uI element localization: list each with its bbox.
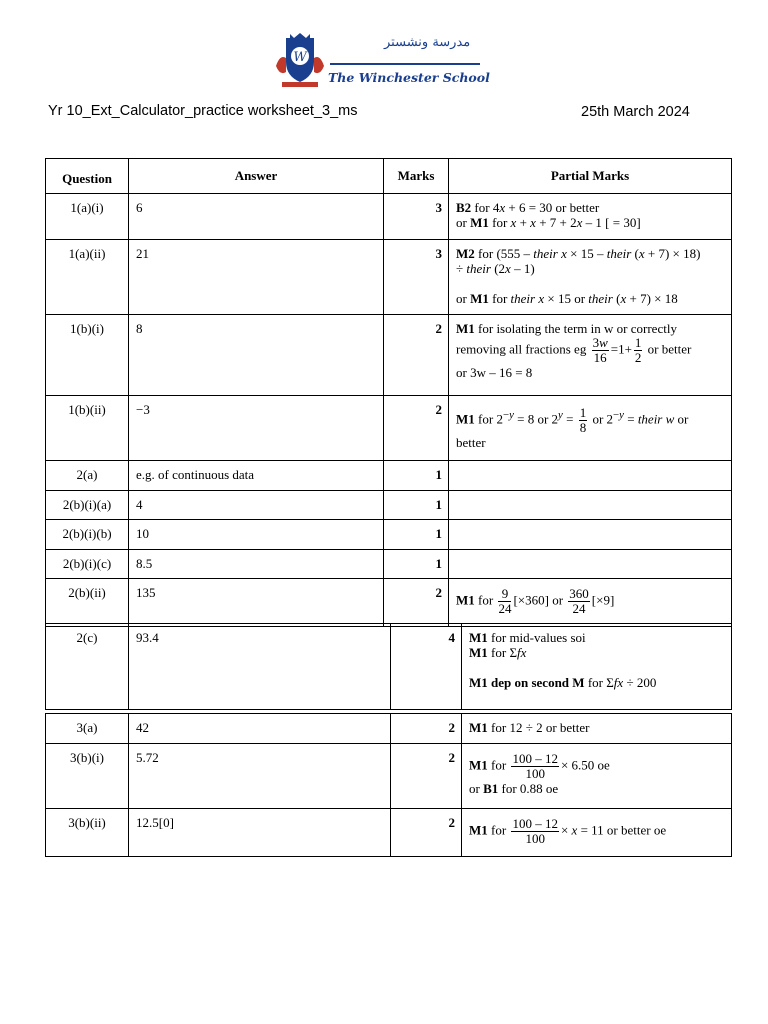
table-row bbox=[46, 396, 732, 461]
answer-cell: 42 bbox=[129, 714, 391, 744]
question-cell: 2(b)(ii) bbox=[46, 579, 129, 627]
crest-letter: W bbox=[293, 50, 307, 65]
worksheet-title: Yr 10_Ext_Calculator_practice worksheet_3_ms bbox=[48, 103, 358, 119]
table-row bbox=[46, 579, 732, 627]
answer-cell: 5.72 bbox=[129, 744, 391, 809]
marks-cell: 2 bbox=[391, 809, 462, 857]
answer-cell: 10 bbox=[129, 520, 384, 550]
table-row bbox=[46, 315, 732, 396]
question-cell: 1(b)(i) bbox=[46, 315, 129, 396]
table-row bbox=[46, 744, 732, 809]
marks-cell: 2 bbox=[391, 744, 462, 809]
table-header-row bbox=[46, 159, 732, 194]
answer-cell: 12.5[0] bbox=[129, 809, 391, 857]
partial-marks-cell bbox=[449, 550, 732, 579]
col-question: Question bbox=[46, 159, 129, 194]
marks-cell: 3 bbox=[384, 240, 449, 315]
table-row bbox=[46, 809, 732, 857]
school-logo bbox=[272, 32, 490, 90]
table-row bbox=[46, 461, 732, 491]
partial-marks-cell: M1 for $2^{-y} = 8$ or $2^y$ = $\frac{1}{8}$ or $2^{-y}$ = their w or better bbox=[449, 396, 732, 461]
worksheet-date: 25th March 2024 bbox=[581, 104, 690, 120]
answer-cell: e.g. of continuous data bbox=[129, 461, 384, 491]
marks-cell: 1 bbox=[384, 550, 449, 579]
partial-marks-cell: M1 for $\frac{100 - 12}{100}$ × x = 11 or better oe bbox=[462, 809, 732, 857]
school-arabic-name: مدرسة ونشستر bbox=[384, 35, 471, 50]
answer-cell: 135 bbox=[129, 579, 384, 627]
partial-marks-cell: M1 for isolating the term in w or correctly removing all fractions eg $\frac{3w}{16}$ =1+ $\frac{1}{2}$ or better or 3w – 16 = 8 bbox=[449, 315, 732, 396]
answer-cell: 4 bbox=[129, 491, 384, 520]
partial-marks-cell: M1 for $\frac{100 - 12}{100}$ × 6.50 oe or B1 for 0.88 oe bbox=[462, 744, 732, 809]
table-row bbox=[46, 240, 732, 315]
question-cell: 2(a) bbox=[46, 461, 129, 491]
question-cell: 1(a)(ii) bbox=[46, 240, 129, 315]
answer-cell: −3 bbox=[129, 396, 384, 461]
question-cell: 2(b)(i)(a) bbox=[46, 491, 129, 520]
col-marks: Marks bbox=[384, 159, 449, 194]
answer-cell: 8.5 bbox=[129, 550, 384, 579]
col-answer: Answer bbox=[129, 159, 384, 194]
marks-cell: 3 bbox=[384, 194, 449, 240]
question-cell: 3(a) bbox=[46, 714, 129, 744]
partial-marks-cell bbox=[449, 461, 732, 491]
question-cell: 3(b)(i) bbox=[46, 744, 129, 809]
question-cell: 2(c) bbox=[46, 624, 129, 710]
answer-cell: 6 bbox=[129, 194, 384, 240]
marks-cell: 2 bbox=[384, 396, 449, 461]
answer-cell: 93.4 bbox=[129, 624, 391, 710]
marks-cell: 1 bbox=[384, 461, 449, 491]
partial-marks-cell: M2 for (555 – their x × 15 – their (x + 7) × 18) ÷ their (2x – 1) or M1 for their x × 15 or their (x + 7) × 18 bbox=[449, 240, 732, 315]
partial-marks-cell bbox=[449, 520, 732, 550]
markscheme-table-continued bbox=[45, 713, 732, 857]
answer-cell: 8 bbox=[129, 315, 384, 396]
question-cell: 1(a)(i) bbox=[46, 194, 129, 240]
table-row bbox=[46, 194, 732, 240]
table-row bbox=[46, 491, 732, 520]
marks-cell: 2 bbox=[391, 714, 462, 744]
table-row bbox=[46, 520, 732, 550]
table-row bbox=[46, 714, 732, 744]
question-cell: 1(b)(ii) bbox=[46, 396, 129, 461]
markscheme-table-continued bbox=[45, 623, 732, 710]
marks-cell: 2 bbox=[384, 315, 449, 396]
marks-cell: 1 bbox=[384, 520, 449, 550]
table-row bbox=[46, 550, 732, 579]
school-crest-icon bbox=[272, 32, 328, 90]
marks-cell: 2 bbox=[384, 579, 449, 627]
school-name: The Winchester School bbox=[328, 70, 490, 85]
marks-cell: 1 bbox=[384, 491, 449, 520]
table-row bbox=[46, 624, 732, 710]
question-cell: 2(b)(i)(b) bbox=[46, 520, 129, 550]
partial-marks-cell: M1 for mid-values soi M1 for Σfx M1 dep on second M for Σfx ÷ 200 bbox=[462, 624, 732, 710]
question-cell: 3(b)(ii) bbox=[46, 809, 129, 857]
logo-divider bbox=[330, 63, 480, 65]
partial-marks-cell: B2 for 4x + 6 = 30 or better or M1 for x + x + 7 + 2x – 1 [ = 30] bbox=[449, 194, 732, 240]
marks-cell: 4 bbox=[391, 624, 462, 710]
partial-marks-cell bbox=[449, 491, 732, 520]
markscheme-table bbox=[45, 158, 732, 627]
col-partial-marks: Partial Marks bbox=[449, 159, 732, 194]
partial-marks-cell: M1 for 12 ÷ 2 or better bbox=[462, 714, 732, 744]
partial-marks-cell: M1 for $\frac{9}{24}$ [×360] or $\frac{360}{24}$ [×9] bbox=[449, 579, 732, 627]
question-cell: 2(b)(i)(c) bbox=[46, 550, 129, 579]
answer-cell: 21 bbox=[129, 240, 384, 315]
